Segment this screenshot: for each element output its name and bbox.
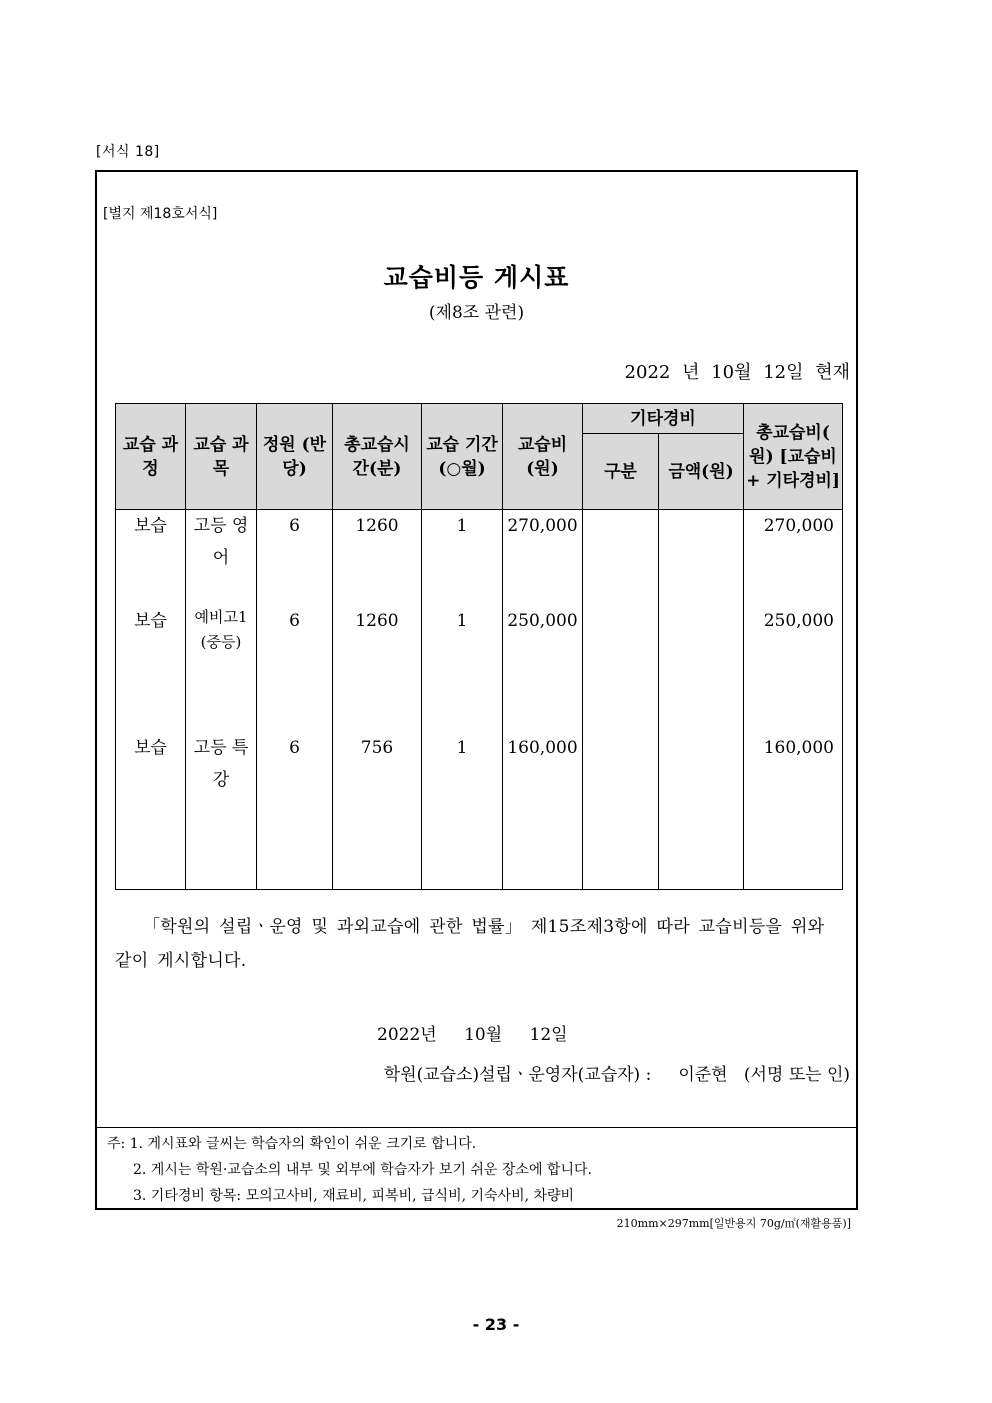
cell-period: 1: [422, 510, 503, 605]
cell-other-amount: [659, 732, 744, 890]
cell-total-fee: 160,000: [744, 732, 843, 890]
cell-total-hours: 756: [333, 732, 422, 890]
header-other-amount: 금액(원): [659, 434, 744, 510]
cell-capacity: 6: [257, 732, 333, 890]
header-capacity: 정원 (반당): [257, 404, 333, 510]
cell-period: 1: [422, 732, 503, 890]
signature-line: 학원(교습소)설립ㆍ운영자(교습자) : 이준현 (서명 또는 인): [383, 1065, 850, 1085]
page-number: - 23 -: [472, 1315, 520, 1334]
header-period: 교습 기간 (○월): [422, 404, 503, 510]
cell-other-category: [583, 510, 659, 605]
form-frame: [95, 170, 858, 1210]
cell-course: 보습: [116, 605, 186, 732]
cell-course: 보습: [116, 510, 186, 605]
header-tuition: 교습비 (원): [503, 404, 583, 510]
cell-other-amount: [659, 605, 744, 732]
paper-spec: 210mm×297mm[일반용지 70g/㎡(재활용품)]: [616, 1217, 851, 1230]
cell-total-hours: 1260: [333, 605, 422, 732]
posting-statement: 「학원의 설립ㆍ운영 및 과외교습에 관한 법률」 제15조제3항에 따라 교습비등을 위와 같이 게시합니다.: [115, 917, 825, 971]
cell-subject: 고등 영어: [186, 510, 257, 605]
cell-other-category: [583, 605, 659, 732]
cell-tuition: 250,000: [503, 605, 583, 732]
header-total-fee: 총교습비( 원) [교습비+ 기타경비]: [744, 404, 843, 510]
header-subject: 교습 과목: [186, 404, 257, 510]
cell-course: 보습: [116, 732, 186, 890]
cell-capacity: 6: [257, 605, 333, 732]
table-row: [116, 605, 843, 732]
table-row: [116, 510, 843, 605]
page-subtitle: (제8조 관련): [428, 303, 525, 323]
notes-box: [97, 1127, 856, 1208]
cell-total-fee: 270,000: [744, 510, 843, 605]
note-item: 3. 기타경비 항목: 모의고사비, 재료비, 피복비, 급식비, 기숙사비, 차량비: [133, 1188, 575, 1204]
cell-other-category: [583, 732, 659, 890]
cell-total-fee: 250,000: [744, 605, 843, 732]
cell-total-hours: 1260: [333, 510, 422, 605]
cell-subject: 예비고1 (중등): [186, 605, 257, 732]
cell-other-amount: [659, 510, 744, 605]
cell-tuition: 160,000: [503, 732, 583, 890]
header-total-hours: 총교습시 간(분): [333, 404, 422, 510]
header-other-expenses: 기타경비: [583, 404, 744, 434]
note-item: 2. 게시는 학원·교습소의 내부 및 외부에 학습자가 보기 쉬운 장소에 합니다.: [133, 1162, 592, 1178]
cell-period: 1: [422, 605, 503, 732]
cell-subject: 고등 특강: [186, 732, 257, 890]
signature-date: 2022년 10월 12일: [377, 1025, 568, 1045]
header-other-category: 구분: [583, 434, 659, 510]
form-number: [서식 18]: [96, 144, 160, 160]
annex-label: [별지 제18호서식]: [103, 206, 218, 222]
table-row: [116, 732, 843, 890]
note-item: 주: 1. 게시표와 글씨는 학습자의 확인이 쉬운 크기로 합니다.: [107, 1136, 477, 1152]
cell-capacity: 6: [257, 510, 333, 605]
cell-tuition: 270,000: [503, 510, 583, 605]
as-of-date: 2022 년 10월 12일 현재: [624, 362, 850, 383]
page-title: 교습비등 게시표: [383, 263, 570, 292]
fee-table: [115, 403, 843, 890]
header-course: 교습 과정: [116, 404, 186, 510]
